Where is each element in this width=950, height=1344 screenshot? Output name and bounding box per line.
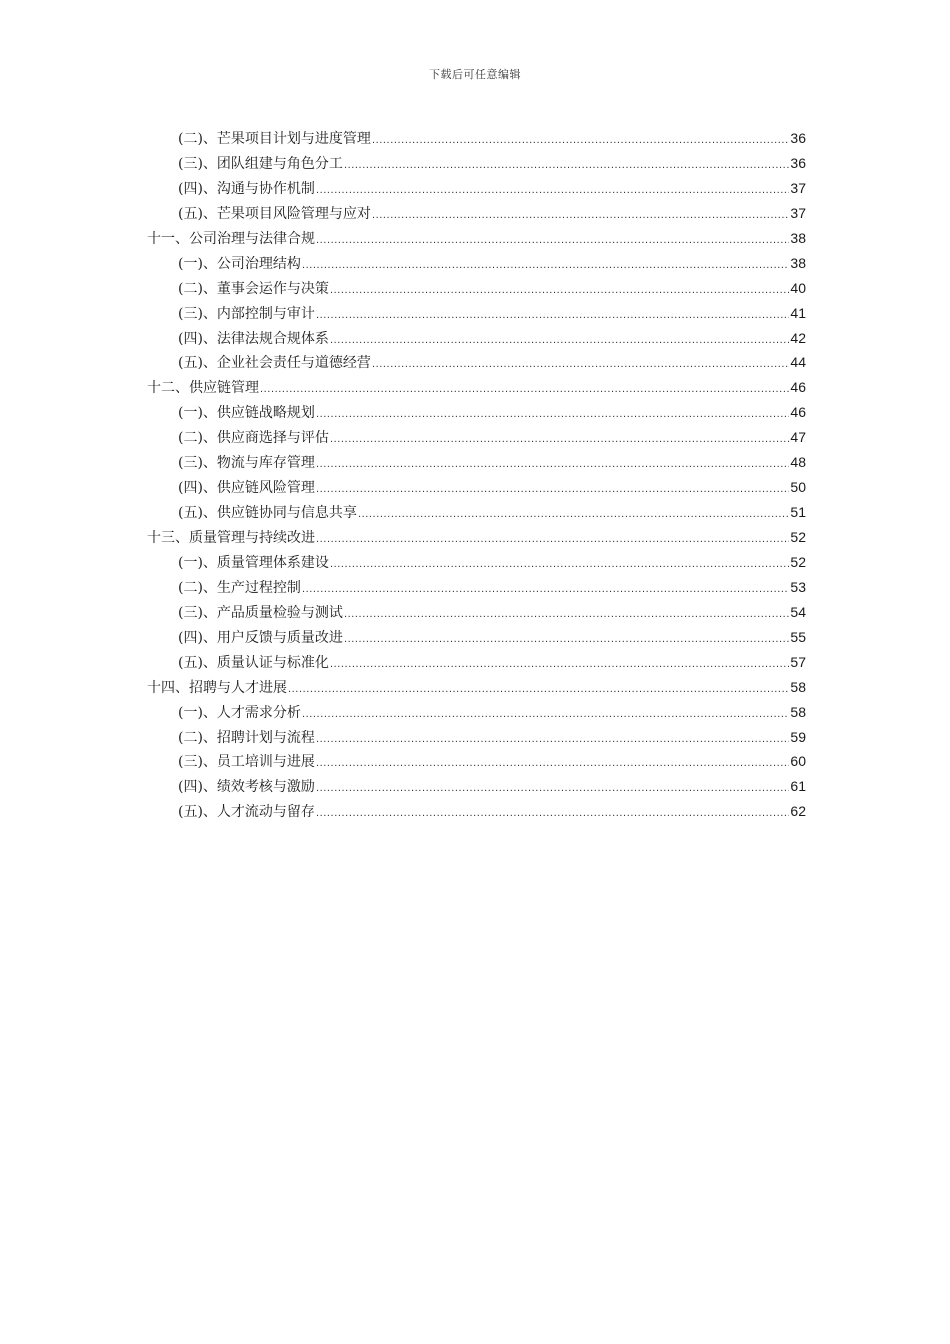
toc-dot-leader xyxy=(330,328,789,353)
toc-entry-title: (五)、人才流动与留存 xyxy=(178,804,315,821)
toc-entry-title: (四)、绩效考核与激励 xyxy=(178,779,315,796)
toc-section-entry[interactable] xyxy=(147,126,806,151)
toc-entry-title: (四)、法律法规合规体系 xyxy=(178,330,329,347)
toc-section-entry[interactable] xyxy=(147,600,806,625)
toc-section-entry[interactable] xyxy=(147,475,806,500)
toc-dot-leader xyxy=(260,377,789,402)
toc-dot-leader xyxy=(372,128,789,153)
toc-entry-page-number: 38 xyxy=(790,229,806,246)
toc-entry-page-number: 40 xyxy=(790,279,806,296)
toc-entry-page-number: 37 xyxy=(790,179,806,196)
toc-entry-title: (四)、供应链风险管理 xyxy=(178,480,315,497)
toc-dot-leader xyxy=(372,352,789,377)
toc-entry-page-number: 57 xyxy=(790,653,806,670)
toc-dot-leader xyxy=(330,278,789,303)
toc-entry-title: (二)、生产过程控制 xyxy=(178,579,301,596)
toc-entry-page-number: 46 xyxy=(790,404,806,421)
toc-section-entry[interactable] xyxy=(147,774,806,799)
toc-entry-page-number: 58 xyxy=(790,678,806,695)
toc-section-entry[interactable] xyxy=(147,251,806,276)
toc-entry-page-number: 46 xyxy=(790,379,806,396)
toc-section-entry[interactable] xyxy=(147,650,806,675)
toc-entry-title: 十三、质量管理与持续改进 xyxy=(147,530,315,546)
toc-dot-leader xyxy=(316,801,789,826)
toc-entry-title: (二)、供应商选择与评估 xyxy=(178,430,329,447)
toc-entry-page-number: 41 xyxy=(790,304,806,321)
toc-entry-page-number: 37 xyxy=(790,204,806,221)
toc-entry-title: 十一、公司治理与法律合规 xyxy=(147,230,315,247)
toc-entry-title: (五)、芒果项目风险管理与应对 xyxy=(178,205,371,222)
toc-section-entry[interactable] xyxy=(147,301,806,326)
toc-dot-leader xyxy=(330,552,789,577)
toc-dot-leader xyxy=(316,452,789,477)
toc-entry-title: (三)、内部控制与审计 xyxy=(178,305,315,322)
toc-entry-title: (三)、产品质量检验与测试 xyxy=(178,604,343,621)
toc-entry-title: (四)、沟通与协作机制 xyxy=(178,180,315,197)
toc-chapter-entry[interactable] xyxy=(147,675,806,700)
toc-dot-leader xyxy=(372,203,789,228)
toc-entry-title: (四)、用户反馈与质量改进 xyxy=(178,629,343,646)
toc-section-entry[interactable] xyxy=(147,151,806,176)
toc-section-entry[interactable] xyxy=(147,400,806,425)
toc-dot-leader xyxy=(344,153,789,178)
toc-entry-title: (五)、供应链协同与信息共享 xyxy=(178,505,357,522)
toc-entry-title: 十四、招聘与人才进展 xyxy=(147,679,287,696)
toc-section-entry[interactable] xyxy=(147,575,806,600)
toc-dot-leader xyxy=(288,677,789,702)
toc-dot-leader xyxy=(302,577,789,602)
toc-dot-leader xyxy=(344,627,789,652)
toc-dot-leader xyxy=(302,253,789,278)
toc-entry-page-number: 44 xyxy=(790,354,806,371)
toc-entry-page-number: 47 xyxy=(790,429,806,446)
toc-entry-title: (五)、企业社会责任与道德经营 xyxy=(178,355,371,372)
toc-entry-title: (二)、芒果项目计划与进度管理 xyxy=(178,131,371,147)
toc-dot-leader xyxy=(316,178,789,203)
toc-entry-page-number: 54 xyxy=(790,603,806,620)
toc-entry-title: (三)、员工培训与进展 xyxy=(178,754,315,771)
toc-section-entry[interactable] xyxy=(147,326,806,351)
toc-entry-page-number: 58 xyxy=(790,703,806,720)
toc-dot-leader xyxy=(302,702,789,727)
toc-entry-title: (二)、招聘计划与流程 xyxy=(178,729,315,746)
page-header: 下载后可任意编辑 xyxy=(429,68,521,81)
toc-entry-page-number: 48 xyxy=(790,454,806,471)
toc-entry-page-number: 59 xyxy=(790,728,806,745)
toc-entry-page-number: 52 xyxy=(790,553,806,570)
toc-dot-leader xyxy=(330,427,789,452)
toc-entry-page-number: 55 xyxy=(790,628,806,645)
toc-dot-leader xyxy=(316,776,789,801)
toc-dot-leader xyxy=(316,727,789,752)
toc-entry-title: (五)、质量认证与标准化 xyxy=(178,654,329,671)
toc-section-entry[interactable] xyxy=(147,350,806,375)
toc-entry-page-number: 36 xyxy=(790,130,806,146)
toc-entry-page-number: 61 xyxy=(790,778,806,795)
toc-entry-page-number: 52 xyxy=(790,529,806,545)
toc-entry-title: (三)、团队组建与角色分工 xyxy=(178,155,343,172)
toc-dot-leader xyxy=(316,303,789,328)
toc-dot-leader xyxy=(316,402,789,427)
toc-dot-leader xyxy=(316,527,789,552)
toc-entry-title: (三)、物流与库存管理 xyxy=(178,455,315,472)
toc-dot-leader xyxy=(316,477,789,502)
toc-section-entry[interactable] xyxy=(147,500,806,525)
toc-dot-leader xyxy=(330,652,789,677)
toc-chapter-entry[interactable] xyxy=(147,375,806,400)
toc-section-entry[interactable] xyxy=(147,749,806,774)
toc-section-entry[interactable] xyxy=(147,725,806,750)
toc-section-entry[interactable] xyxy=(147,700,806,725)
toc-entry-title: (一)、人才需求分析 xyxy=(178,704,301,721)
toc-dot-leader xyxy=(316,228,789,253)
toc-dot-leader xyxy=(316,751,789,776)
toc-entry-page-number: 53 xyxy=(790,578,806,595)
toc-entry-page-number: 51 xyxy=(790,504,806,521)
toc-section-entry[interactable] xyxy=(147,176,806,201)
toc-entry-page-number: 62 xyxy=(790,803,806,820)
toc-section-entry[interactable] xyxy=(147,201,806,226)
toc-entry-title: 十二、供应链管理 xyxy=(147,380,259,397)
toc-section-entry[interactable] xyxy=(147,799,806,824)
toc-entry-title: (一)、公司治理结构 xyxy=(178,255,301,272)
toc-dot-leader xyxy=(344,602,789,627)
toc-section-entry[interactable] xyxy=(147,550,806,575)
toc-entry-page-number: 36 xyxy=(790,154,806,171)
toc-chapter-entry[interactable] xyxy=(147,525,806,550)
toc-dot-leader xyxy=(358,502,789,527)
toc-entry-title: (一)、质量管理体系建设 xyxy=(178,554,329,571)
toc-section-entry[interactable] xyxy=(147,450,806,475)
toc-section-entry[interactable] xyxy=(147,425,806,450)
toc-section-entry[interactable] xyxy=(147,625,806,650)
toc-entry-page-number: 50 xyxy=(790,479,806,496)
toc-entry-page-number: 60 xyxy=(790,753,806,770)
toc-entry-title: (二)、董事会运作与决策 xyxy=(178,280,329,297)
toc-chapter-entry[interactable] xyxy=(147,226,806,251)
table-of-contents xyxy=(147,126,806,824)
toc-entry-page-number: 38 xyxy=(790,254,806,271)
toc-entry-page-number: 42 xyxy=(790,329,806,346)
toc-entry-title: (一)、供应链战略规划 xyxy=(178,405,315,422)
toc-section-entry[interactable] xyxy=(147,276,806,301)
